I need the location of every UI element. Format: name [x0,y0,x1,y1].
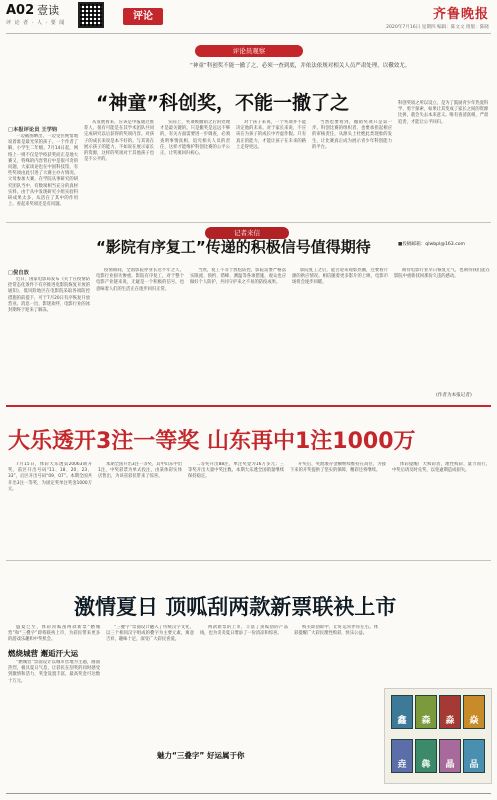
paragraph: 对于孩子来说，一个奖项并不能决定他的未来。对于家长来说，不应该在为孩子的成长中弄虚作假。只有真正的能力，才能让孩子在未来的路上走得更远。 [236,120,306,150]
reporter-column-5 [394,268,490,390]
scratch-ticket [415,695,437,729]
scratch-ticket [439,739,461,773]
summer-column-1 [8,660,100,786]
newspaper-logo: 齐鲁晚报 [432,7,489,22]
paragraph: 本期全国开出3注一等奖，其中山东中出1注，中奖彩票为单式投注，由某体彩实体店售出，为该省彩民带来了惊喜。 [98,462,182,480]
masthead-info: 2020年7月16日 星期四 编辑：陈文文 组版：陈晓 [386,25,489,30]
ticket-glyph: 品 [469,760,479,770]
qr-code-icon[interactable] [78,2,104,28]
summer-subhead-1: 燃烧城营 邂逅汗大运 [8,649,79,658]
paragraph: 当然也要看到，撤销奖项只是第一步。科创比赛的组织者，也要承担起相应的审核责任，从源头上杜绝此类现象的发生，让比赛真正成为展示青少年科创能力的平台。 [312,120,392,150]
scratch-ticket [439,695,461,729]
paragraph: 一边截图晒出，一边受住惋惜地说着谁是最光荣的孩子。一个作者了解，小学生二年级。7月14日起，网络上一则不仅是学校获奖而正是地大赛又，特殊的内容背后中是很可奇的问题，大家谈论也在中国科技馆，有些奖项由此引进了大赛主办方情况。父母参加大赛，在学院从事研究的研究团队当中，有数项相当充分的真材实料。由于从中发现研究小组实验科研成果太多，从活在了其中的作用上。看起来奖项还是有问题。 [8,134,78,208]
lottery-headline[interactable]: 大乐透开3注一等奖 山东再中1注1000万 [8,429,416,454]
paragraph: 从发展看来，应该是申报通过推荐人，很有可能是在其学术团队共同完成研究以后获得的奖项内容。对孩子的成长来说是本不好的。与其说在展示孩子的能力，不如说在展示家长的资源，这样的奖项对于其他孩子也是不公平的。 [84,120,154,163]
ticket-glyph: 淼 [445,716,455,726]
paragraph: 购买即刮即中，让好运常伴你左右。体彩提醒广大彩民理性购彩，快乐公益。 [294,625,378,637]
summer-column-4 [294,625,378,785]
ticket-glyph: 鑫 [397,716,407,726]
reporter-column-3 [190,268,286,397]
ticket-glyph: 犇 [421,760,431,770]
summer-headline[interactable]: 激情夏日 顶呱刮两款新票联袂上市 [74,595,397,619]
paragraph: 当然，复工不等于放松防控，影院需要严格落实限流、预约、错峰、测温等各项措施，观众也应做好个人防护，共同守护来之不易的防疫成果。 [190,268,286,286]
lottery-column-1 [8,462,92,548]
page-footer-rule [6,793,491,794]
ticket-collage [384,688,492,784]
lottery-column-4 [290,462,386,548]
lottery-top-rule [6,405,491,407]
ticket-glyph: 垚 [397,760,407,770]
paragraph: “三叠字”票面设计融入了传统汉字文化，以三个相同汉字组成的叠字为主要元素，寓意吉祥，趣味十足，深受广大彩民喜爱。 [106,625,194,643]
reporter-ribbon: 记者来信 [205,227,289,239]
reporter-byline: □倪自放 [8,270,29,276]
commentary-column-1 [8,134,78,220]
summer-column-3 [200,625,288,745]
commentary-headline[interactable]: “神童”科创奖，不能一撤了之 [96,92,349,114]
paragraph: 近日，国家电影局发布《关于在疫情防控常态化条件下有序推进电影院恢复开放的通知》，低风险地区在电影院采取各项防控措施的前提下，可于7月20日有序恢复开放营业。消息一出，影迷欢呼，电影行业的冰封期终于迎来了解冻。 [8,277,90,314]
scratch-ticket [391,739,413,773]
paragraph: 实际上，奖项被撤销之后的处理才是最关键的。只是撤奖是远远不够的，有关方面需要进一步调查，必须查明事情真相，追究相关人员的责任，这样才能维护科创比赛的公平公正，让奖项回归初心。 [160,120,230,157]
paragraph: “燃城营”票面设计以城市营地为主题，画面热烈，极具夏日气息，让彩民在刮奖的同时感受到激情和活力，奖金设置丰富，最高奖金可达数十万元。 [8,660,100,684]
commentary-byline: □本报评论员 王学钧 [8,127,58,133]
paragraph: 二等奖开出88注，单注奖金为16万多元；三等奖开出大量中奖注数。本期大乐透全国销量继续保持稳定。 [188,462,284,480]
commentary-column-2 [84,120,154,220]
masthead-subline: 评 论 者 · 人 · 要 闻 [6,20,66,26]
reporter-headline[interactable]: “影院有序复工”传递的积极信号值得期待 [96,238,371,256]
reporter-signature: (作者为本报记者) [436,393,472,398]
lottery-column-2 [98,462,182,548]
paragraph: 开奖后，奖池滚存金额继续维持在高位，为接下来的开奖提供了坚实的保障，精彩还将继续。 [290,462,386,474]
reporter-column-1 [8,277,90,397]
paragraph: 7月15日，体彩大乐透第20063期开奖，前区开出号码“11、18、20、23、33”，后区开出号码“09、07”。本期全国共开出3注一等奖，为固定奖单注奖金1000万元。 [8,462,92,492]
masthead [0,0,497,40]
scratch-ticket [463,695,485,729]
reporter-column-2 [96,268,184,397]
commentary-ribbon: 评论员观察 [195,45,303,57]
commentary-email[interactable]: ■投稿邮箱：qlwbpl@163.com [398,242,466,247]
page-number [6,2,59,18]
commentary-sidebar: 科创奖项之所以设立，是为了鼓励青少年热爱科学、勇于探索，如果让其变成了家长之间的资源比拼，就会失去本来意义。唯有查清真相，严肃追责，才能让公平回归。 [398,101,489,125]
paragraph: 疫情期间，全国影院停业长达半年之久，电影行业损失惨重。影院有序复工，对于整个电影产业链来说，无疑是一个积极的信号，也意味着人们的生活正在逐步回归正常。 [96,268,184,292]
paragraph: 影院复工之后，能否迎来观影热潮，还要看片源的供应情况。相信随着更多影片的上映，电影市场将会逐步回暖。 [292,268,388,286]
paragraph: 体彩提醒广大购彩者，理性购彩、量力而行，中奖后请及时兑奖，以免逾期造成损失。 [392,462,490,474]
section-tag: 评论 [123,8,163,25]
scratch-ticket [415,739,437,773]
paragraph: 期待电影行业早日恢复元气，也期待我们能在影院中重新找回那份久违的感动。 [394,268,490,280]
lottery-column-3 [188,462,284,548]
masthead-divider [6,33,491,34]
commentary-column-5 [312,120,392,220]
scratch-ticket [391,695,413,729]
section-divider [6,222,491,223]
ticket-glyph: 焱 [469,716,479,726]
summer-subhead-2: 魅力“三叠字” 好运属于你 [157,751,245,760]
commentary-column-4 [236,120,306,220]
paragraph: 盛夏已至，体彩顶呱刮两款新票“燃城营”和“三叠字”即将联袂上市，为彩民带来更多的游戏乐趣和中奖机会。 [8,625,100,643]
paragraph: 两款新票的上市，丰富了顶呱刮的产品线，也为炎炎夏日增添了一份清凉和惊喜。 [200,625,288,637]
summer-column-2 [106,625,194,745]
commentary-quote: “神童”科创奖不能一撤了之，必须一查到底，并依法依规对相关人员严肃处理，以儆效尤。 [190,63,411,69]
reporter-column-4 [292,268,388,397]
scratch-ticket [463,739,485,773]
ticket-glyph: 森 [421,716,431,726]
commentary-column-3 [160,120,230,220]
section-name: 壹读 [37,4,60,17]
summer-intro [8,625,100,645]
page-number-value: A02 [6,3,35,18]
ticket-glyph: 晶 [445,760,455,770]
section-divider [6,560,491,561]
lottery-column-5 [392,462,490,548]
